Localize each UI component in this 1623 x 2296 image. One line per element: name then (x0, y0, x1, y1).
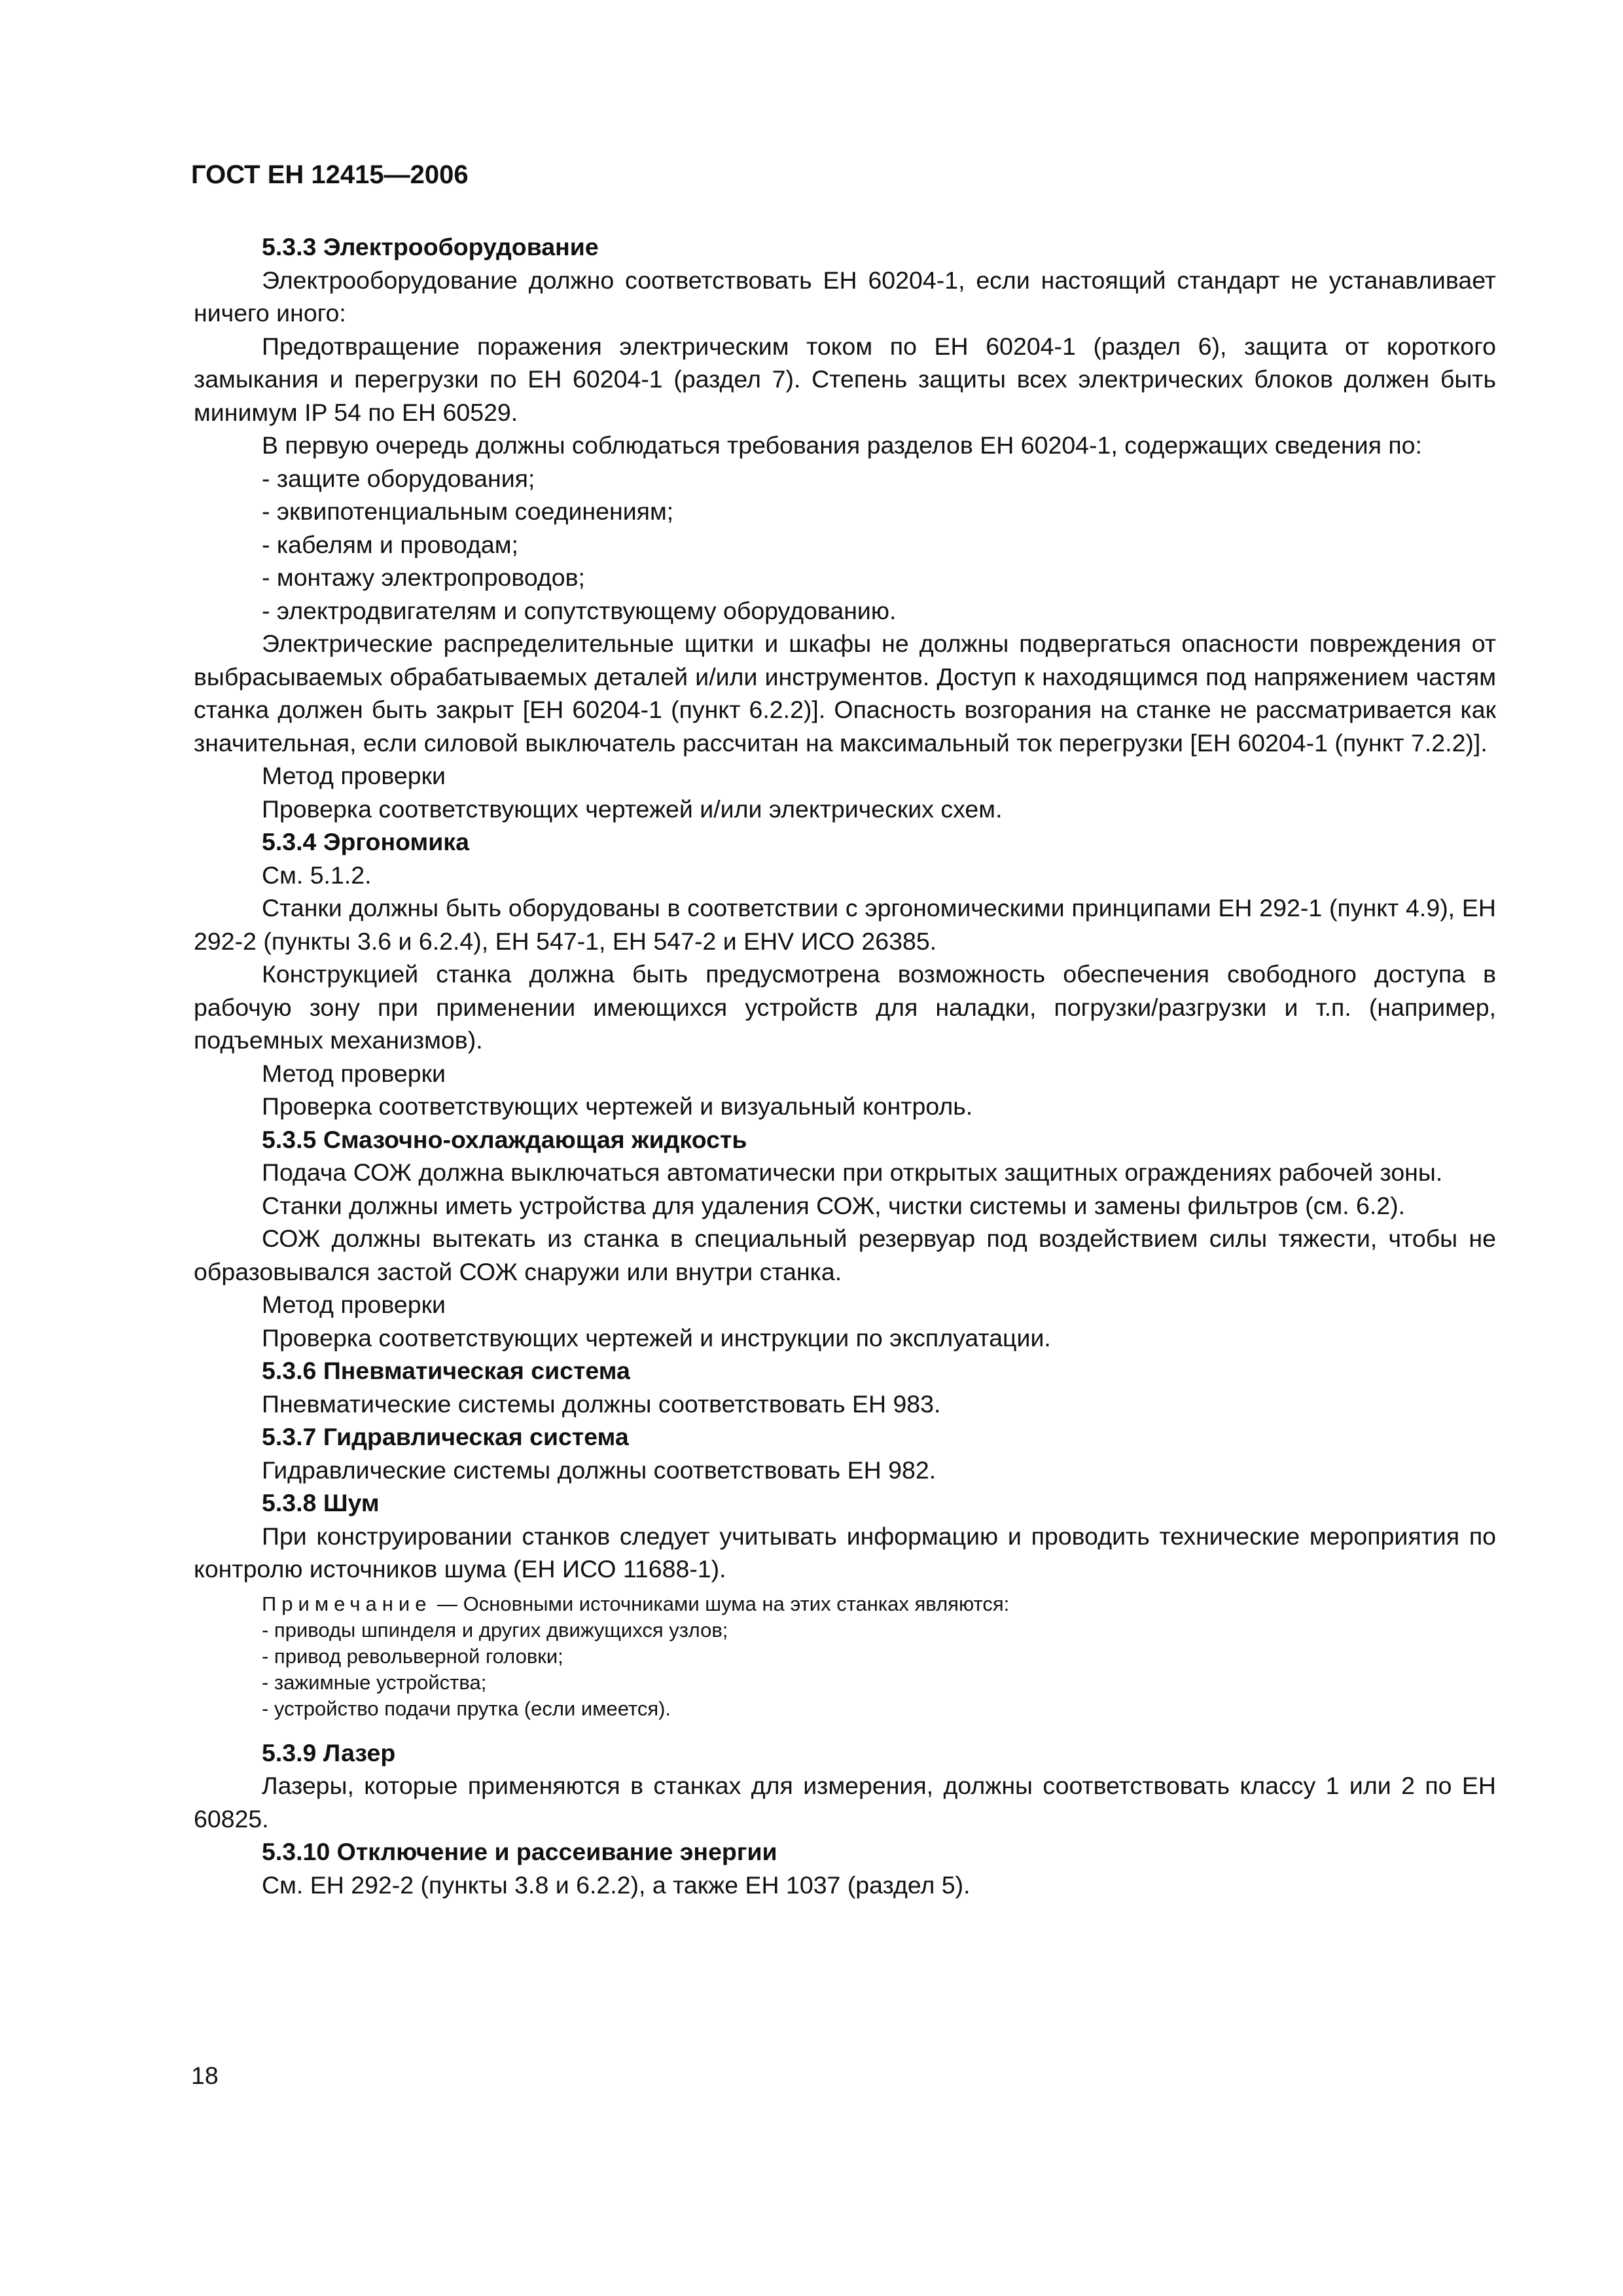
paragraph: Станки должны быть оборудованы в соответствии с эргономическими принципами ЕН 292-1 (пункт 4.9), ЕН 292-2 (пункты 3.6 и 6.2.4), ЕН 547-1, ЕН 547-2 и ЕНV ИСО 26385. (194, 894, 1496, 955)
method-text: Проверка соответствующих чертежей и инструкции по эксплуатации. (262, 1323, 1051, 1352)
paragraph: Пневматические системы должны соответствовать ЕН 983. (262, 1390, 941, 1418)
paragraph: Лазеры, которые применяются в станках для измерения, должны соответствовать классу 1 или 2 по ЕН 60825. (194, 1772, 1496, 1833)
page-header: ГОСТ ЕН 12415—2006 (191, 160, 469, 189)
list-item: - кабелям и проводам; (262, 530, 518, 558)
note-label: Примечание (262, 1592, 432, 1615)
paragraph: Гидравлические системы должны соответствовать ЕН 982. (262, 1456, 936, 1484)
paragraph: СОЖ должны вытекать из станка в специальный резервуар под воздействием силы тяжести, чтобы не образовывался застой СОЖ снаружи или внутри станка. (194, 1225, 1496, 1285)
paragraph: Станки должны иметь устройства для удаления СОЖ, чистки системы и замены фильтров (см. 6.2). (262, 1191, 1406, 1219)
section-heading-5-3-4: 5.3.4 Эргономика (262, 828, 469, 855)
method-label: Метод проверки (262, 762, 446, 789)
note-item: - приводы шпинделя и других движущихся узлов; (262, 1618, 728, 1641)
method-label: Метод проверки (262, 1059, 446, 1087)
note-line (194, 1591, 1496, 1617)
paragraph: При конструировании станков следует учитывать информацию и проводить технические мероприятия по контролю источников шума (ЕН ИСО 11688-1). (194, 1522, 1496, 1583)
list-item: - монтажу электропроводов; (262, 564, 585, 591)
paragraph: В первую очередь должны соблюдаться требования разделов ЕН 60204-1, содержащих сведения по: (262, 431, 1422, 459)
section-heading-5-3-10: 5.3.10 Отключение и рассеивание энергии (262, 1838, 777, 1865)
method-text: Проверка соответствующих чертежей и визуальный контроль. (262, 1092, 973, 1120)
paragraph: См. ЕН 292-2 (пункты 3.8 и 6.2.2), а также ЕН 1037 (раздел 5). (262, 1871, 971, 1899)
note-text: — Основными источниками шума на этих станках являются: (431, 1592, 1010, 1615)
note-item: - привод револьверной головки; (262, 1644, 563, 1668)
section-heading-5-3-3: 5.3.3 Электрооборудование (262, 233, 599, 260)
paragraph: Электрические распределительные щитки и шкафы не должны подвергаться опасности повреждения от выбрасываемых обрабатываемых деталей и/или инструментов. Доступ к находящимся под напряжением частям станка должен быть закрыт [ЕН 60204-1 (пункт 6.2.2)]. Опасность возгорания на станке не рассматривается как значительная, если силовой выключатель рассчитан на максимальный ток перегрузки [ЕН 60204-1 (пункт 7.2.2)]. (194, 630, 1496, 757)
section-heading-5-3-8: 5.3.8 Шум (262, 1489, 380, 1516)
paragraph: Предотвращение поражения электрическим током по ЕН 60204-1 (раздел 6), защита от короткого замыкания и перегрузки по ЕН 60204-1 (раздел 7). Степень защиты всех электрических блоков должен быть минимум IP 54 по ЕН 60529. (194, 332, 1496, 426)
list-item: - электродвигателям и сопутствующему оборудованию. (262, 596, 897, 624)
section-heading-5-3-9: 5.3.9 Лазер (262, 1738, 396, 1767)
paragraph: См. 5.1.2. (262, 861, 372, 889)
section-heading-5-3-6: 5.3.6 Пневматическая система (262, 1357, 630, 1384)
note-item: - зажимные устройства; (262, 1670, 487, 1694)
method-label: Метод проверки (262, 1291, 446, 1318)
note-item: - устройство подачи прутка (если имеется). (262, 1696, 671, 1720)
note-block (194, 1591, 1496, 1722)
section-heading-5-3-7: 5.3.7 Гидравлическая система (262, 1423, 629, 1450)
paragraph: Конструкцией станка должна быть предусмотрена возможность обеспечения свободного доступа в рабочую зону при применении имеющихся устройств для наладки, погрузки/разгрузки и т.п. (например, подъемных механизмов). (194, 960, 1496, 1054)
method-text: Проверка соответствующих чертежей и/или электрических схем. (262, 795, 1003, 823)
list-item: - защите оборудования; (262, 464, 535, 492)
document-body (194, 230, 1496, 1901)
page-number: 18 (191, 2062, 219, 2089)
list-item: - эквипотенциальным соединениям; (262, 497, 674, 525)
paragraph: Электрооборудование должно соответствовать ЕН 60204-1, если настоящий стандарт не устанавливает ничего иного: (194, 266, 1496, 327)
paragraph: Подача СОЖ должна выключаться автоматически при открытых защитных ограждениях рабочей зоны. (262, 1158, 1443, 1186)
section-heading-5-3-5: 5.3.5 Смазочно-охлаждающая жидкость (262, 1125, 747, 1153)
